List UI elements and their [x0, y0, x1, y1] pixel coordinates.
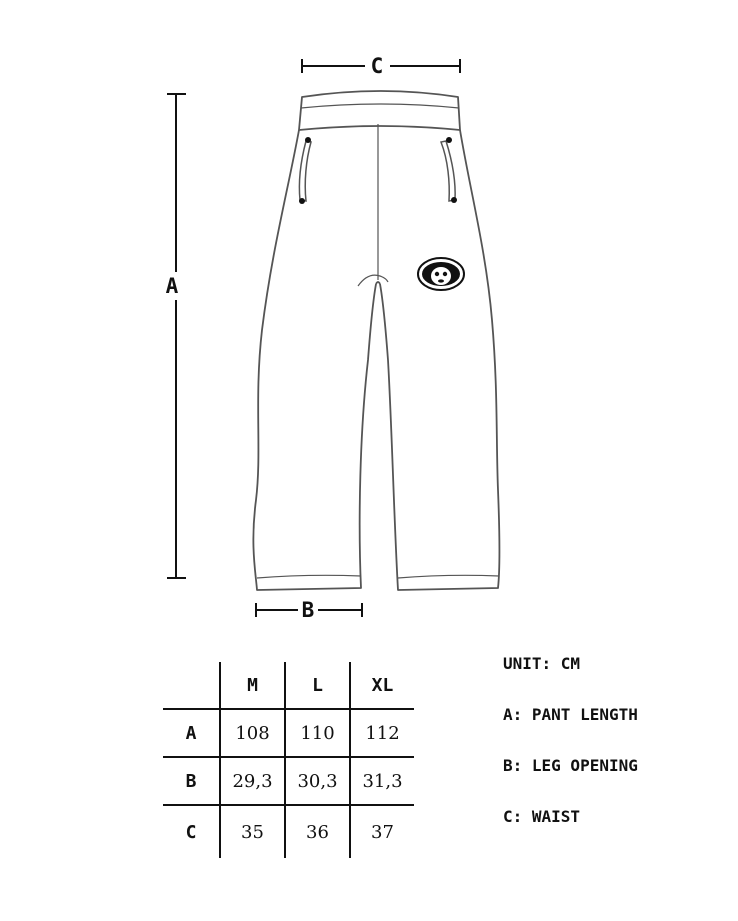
- dimension-a-label: A: [165, 274, 179, 298]
- value-b-xl: 31,3: [350, 757, 414, 805]
- value-b-m: 29,3: [220, 757, 285, 805]
- left-leg-outline: [253, 130, 376, 590]
- row-label-a: A: [163, 709, 220, 757]
- table-row-a: [163, 709, 414, 757]
- right-leg-outline: [380, 130, 500, 590]
- dimension-c-label: C: [370, 54, 384, 78]
- right-pocket: [441, 137, 457, 203]
- legend-waist: C: WAIST: [503, 807, 581, 826]
- value-a-l: 110: [285, 709, 350, 757]
- value-c-l: 36: [285, 805, 350, 858]
- dimension-b-label: B: [301, 598, 315, 622]
- row-label-c: C: [163, 805, 220, 858]
- value-a-xl: 112: [350, 709, 414, 757]
- size-header-l: L: [285, 662, 350, 709]
- size-header-m: M: [220, 662, 285, 709]
- legend-unit: UNIT: CM: [503, 654, 581, 673]
- value-a-m: 108: [220, 709, 285, 757]
- dimension-a: [167, 94, 186, 578]
- table-header-row: [163, 662, 414, 709]
- waistband: [299, 91, 460, 130]
- legend-pant-length: A: PANT LENGTH: [503, 705, 638, 724]
- size-table: [163, 662, 414, 858]
- measurement-legend: [503, 652, 723, 856]
- value-c-m: 35: [220, 805, 285, 858]
- table-row-b: [163, 757, 414, 805]
- legend-leg-opening: B: LEG OPENING: [503, 756, 638, 775]
- value-c-xl: 37: [350, 805, 414, 858]
- pants-outline: [253, 91, 499, 590]
- left-pocket: [299, 137, 311, 204]
- value-b-l: 30,3: [285, 757, 350, 805]
- table-row-c: [163, 805, 414, 858]
- table-corner: [163, 662, 220, 709]
- row-label-b: B: [163, 757, 220, 805]
- size-header-xl: XL: [350, 662, 414, 709]
- alien-head-patch-icon: [418, 258, 464, 290]
